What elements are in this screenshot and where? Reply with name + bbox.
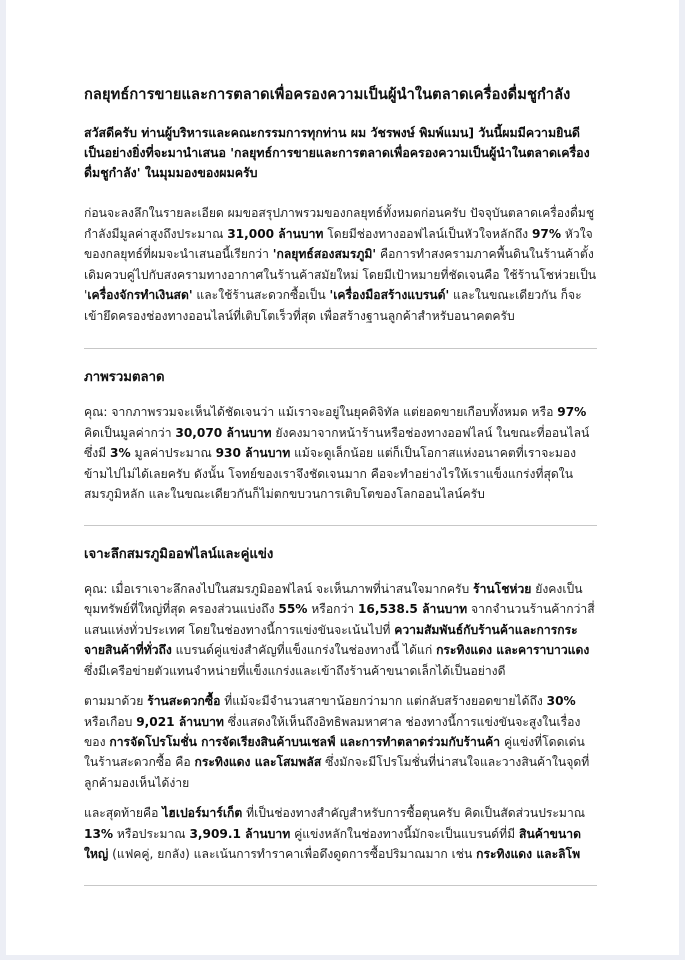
emphasis-text: 16,538.5 ล้านบาท	[357, 602, 468, 617]
emphasis-text: เครื่องจักรทำเงินสด'	[87, 288, 193, 303]
document-page	[6, 0, 679, 955]
emphasis-text: 30%	[546, 694, 576, 709]
emphasis-text: 9,021 ล้านบาท	[136, 714, 224, 729]
emphasis-text: 3%	[110, 446, 131, 461]
body-text: โดยมีช่องทางออฟไลน์เป็นหัวใจหลักถึง	[323, 226, 532, 241]
emphasis-text: 'เครื่องมือสร้างแบรนด์'	[329, 288, 450, 303]
body-paragraph	[84, 691, 597, 793]
emphasis-text: 30,070 ล้านบาท	[175, 425, 272, 440]
emphasis-text: 3,909.1 ล้านบาท	[189, 826, 291, 841]
body-text: และใช้ร้านสะดวกซื้อเป็น	[192, 288, 330, 303]
emphasis-text: ไฮเปอร์มาร์เก็ต	[162, 806, 243, 821]
section-body-market-overview	[84, 402, 597, 504]
body-text: หรือประมาณ	[113, 826, 190, 841]
emphasis-text: 55%	[278, 602, 308, 617]
body-paragraph	[84, 579, 597, 681]
body-text: ยังคงมาจากหน้าร้านหรือช่องทางออฟไลน์ ในขณะที่ออนไลน์ซึ่งมี	[84, 425, 590, 461]
emphasis-text: 97%	[557, 405, 587, 420]
body-paragraph	[84, 803, 597, 864]
page-title: กลยุทธ์การขายและการตลาดเพื่อครองความเป็นผู้นำในตลาดเครื่องดื่มชูกำลัง	[84, 86, 571, 103]
body-text: คู่แข่งหลักในช่องทางนี้มักจะเป็นแบรนด์ที่มี	[290, 826, 520, 841]
emphasis-text: 13%	[84, 826, 114, 841]
body-text: ซึ่งมีเครือข่ายตัวแทนจำหน่ายที่แข็งแกร่งและเข้าถึงร้านค้าขนาดเล็กได้เป็นอย่างดี	[84, 663, 506, 678]
body-text: คิดเป็นมูลค่ากว่า	[84, 425, 176, 440]
body-text: คุณ: จากภาพรวมจะเห็นได้ชัดเจนว่า แม้เราจะอยู่ในยุคดิจิทัล แต่ยอดขายเกือบทั้งหมด หรือ	[84, 405, 558, 420]
emphasis-text: 'กลยุทธ์สองสมรภูมิ'	[272, 247, 377, 262]
body-text: คือการทำสงครามภาคพื้นดินในร้านค้าตั้งเดิมควบคู่ไปกับสงครามทางอากาศในร้านค้าสมัยใหม่ โดยมีเป้าหมายที่ชัดเจนคือ ใช้ร้านโชห่วยเป็น '	[84, 247, 597, 303]
body-text: จากจำนวนร้านค้ากว่าสี่แสนแห่งทั่วประเทศ โดยในช่องทางนี้การแข่งขันจะเน้นไปที่	[84, 602, 595, 637]
body-text: ที่เป็นช่องทางสำคัญสำหรับการซื้อตุนครับ คิดเป็นสัดส่วนประมาณ	[242, 806, 586, 821]
body-text: ซึ่งแสดงให้เห็นถึงอิทธิพลมหาศาล ช่องทางนี้การแข่งขันจะสูงในเรื่องของ	[84, 714, 581, 749]
emphasis-text: ความสัมพันธ์กับร้านค้าและการกระจายสินค้าที่ทั่วถึง	[84, 622, 578, 658]
emphasis-text: ร้านสะดวกซื้อ	[147, 694, 221, 709]
body-text: ยังคงเป็นขุมทรัพย์ที่ใหญ่ที่สุด ครองส่วนแบ่งถึง	[84, 582, 583, 617]
section-divider-3	[84, 885, 597, 886]
section-heading-market-overview: ภาพรวมตลาด	[84, 369, 165, 385]
body-text: ก่อนจะลงลึกในรายละเอียด ผมขอสรุปภาพรวมของกลยุทธ์ทั้งหมดก่อนครับ ปัจจุบันตลาดเครื่องดื่มชูกำลังมีมูลค่าสูงถึงประมาณ	[84, 206, 595, 241]
body-text: หัวใจของกลยุทธ์ที่ผมจะนำเสนอนี้เรียกว่า	[84, 226, 593, 262]
section-divider-2	[84, 525, 597, 526]
body-text: คู่แข่งที่โดดเด่นในร้านสะดวกซื้อ คือ	[84, 735, 585, 770]
body-text: คุณ: เมื่อเราเจาะลึกลงไปในสมรภูมิออฟไลน์ จะเห็นภาพที่น่าสนใจมากครับ	[84, 582, 474, 597]
body-text: หรือกว่า	[307, 602, 358, 617]
body-text: ตามมาด้วย	[84, 694, 148, 709]
intro-overview-paragraph	[84, 203, 597, 326]
emphasis-text: ร้านโชห่วย	[473, 582, 532, 597]
body-text: ซึ่งมักจะมีโปรโมชั่นที่น่าสนใจและวางสินค้าในจุดที่ลูกค้ามองเห็นได้ง่าย	[84, 755, 590, 790]
body-text: แบรนด์คู่แข่งสำคัญที่แข็งแกร่งในช่องทางนี้ ได้แก่	[171, 643, 437, 658]
emphasis-text: สวัสดีครับ ท่านผู้บริหารและคณะกรรมการทุกท่าน ผม วัชรพงษ์ พิมพ์แมน] วันนี้ผมมีความยินดีเป็นอย่างยิ่งที่จะมานำเสนอ 'กลยุทธ์การขายและการตลาดเพื่อครองความเป็นผู้นำในตลาดเครื่องดื่มชูกำลัง' ในมุมมองของผมครับ	[84, 125, 590, 181]
emphasis-text: กระทิงแดง และคาราบาวแดง	[436, 643, 590, 658]
emphasis-text: 930 ล้านบาท	[215, 446, 291, 461]
section-divider-1	[84, 348, 597, 349]
emphasis-text: การจัดโปรโมชั่น การจัดเรียงสินค้าบนเชลฟ์ และการทำตลาดร่วมกับร้านค้า	[109, 735, 501, 749]
body-text: และสุดท้ายคือ	[84, 806, 163, 821]
section-offline-deep-dive	[84, 546, 597, 865]
body-text: หรือเกือบ	[84, 714, 137, 729]
section-heading-offline-deep-dive: เจาะลึกสมรภูมิออฟไลน์และคู่แข่ง	[84, 546, 274, 562]
emphasis-text: กระทิงแดง และลิโพ	[476, 847, 581, 862]
body-text: (แฟคคู่, ยกลัง) และเน้นการทำราคาเพื่อดึงดูดการซื้อปริมาณมาก เช่น	[108, 847, 477, 862]
body-text: แม้จะดูเล็กน้อย แต่ก็เป็นโอกาสแห่งอนาคตที่เราจะมองข้ามไปไม่ได้เลยครับ ดังนั้น โจทย์ของเราจึงชัดเจนมาก คือจะทำอย่างไรให้เราแข็งแกร่งที่สุดในสมรภูมิหลัก และในขณะเดียวกันก็ไม่ตกขบวนการเติบโตของโลกออนไลน์ครับ	[84, 446, 577, 502]
body-text: มูลค่าประมาณ	[130, 446, 216, 461]
emphasis-text: 31,000 ล้านบาท	[227, 226, 324, 241]
section-body-offline-deep-dive	[84, 579, 597, 864]
section-market-overview	[84, 369, 597, 505]
body-text: และในขณะเดียวกัน ก็จะเข้ายึดครองช่องทางออนไลน์ที่เติบโตเร็วที่สุด เพื่อสร้างฐานลูกค้าสำหรับอนาคตครับ	[84, 288, 582, 323]
emphasis-text: สินค้าขนาดใหญ่	[84, 826, 581, 862]
body-paragraph	[84, 402, 597, 504]
intro-lead-paragraph	[84, 123, 597, 183]
emphasis-text: 97%	[531, 226, 562, 241]
document-body	[6, 0, 679, 886]
emphasis-text: กระทิงแดง และโสมพลัส	[194, 755, 322, 770]
body-text: ที่แม้จะมีจำนวนสาขาน้อยกว่ามาก แต่กลับสร้างยอดขายได้ถึง	[220, 694, 547, 709]
